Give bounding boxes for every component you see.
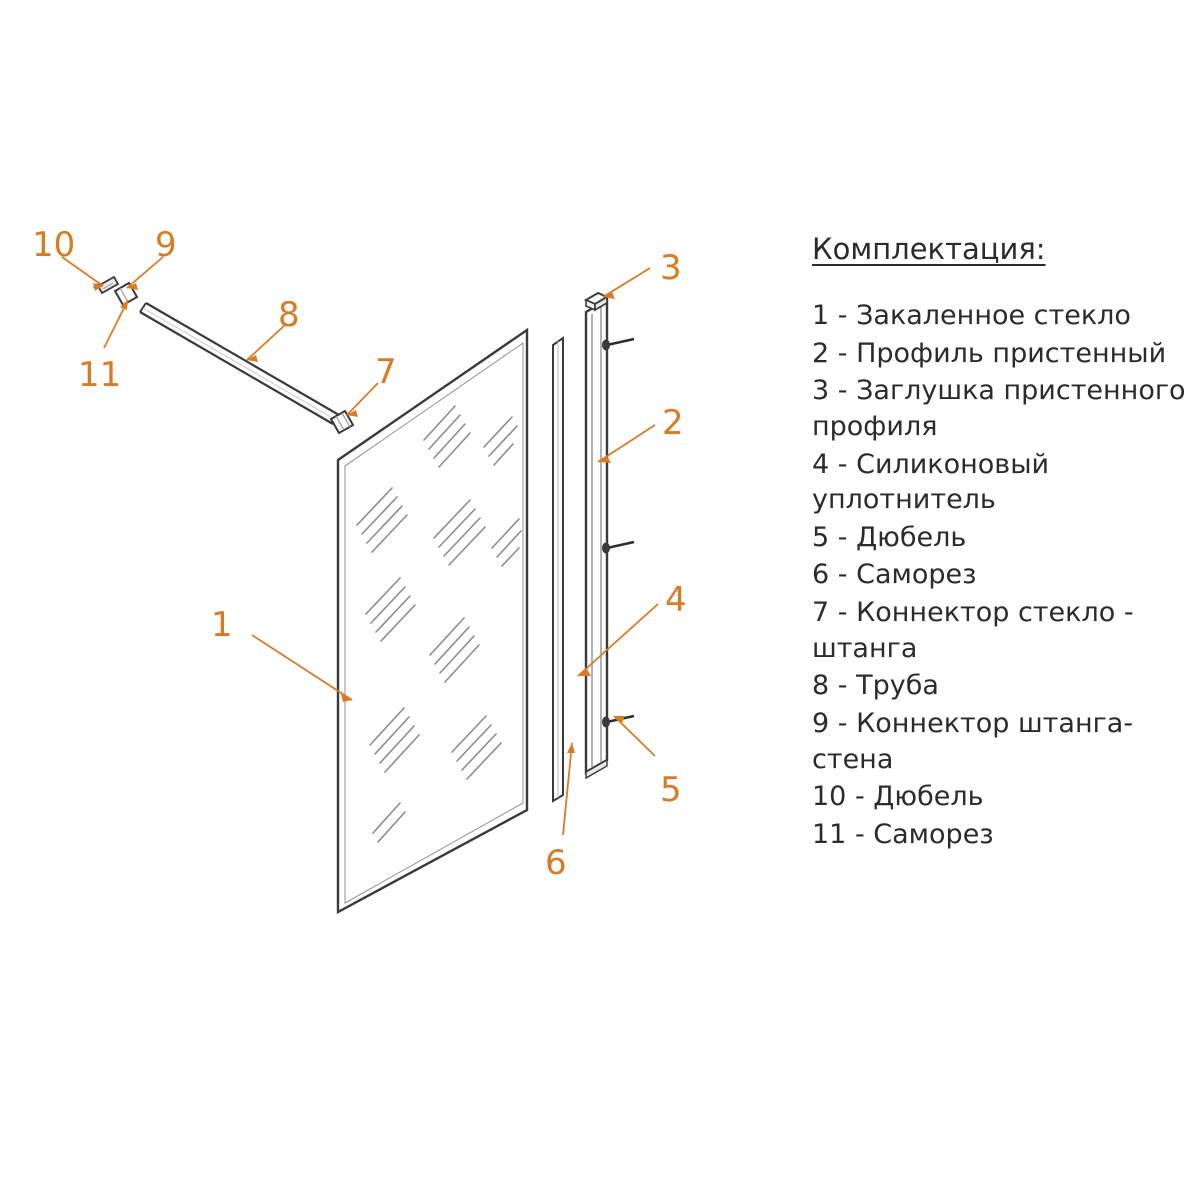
fastener-set-upper	[602, 339, 634, 351]
callout-10: 10	[32, 225, 76, 265]
callout-2: 2	[662, 403, 684, 443]
legend-item-list	[812, 298, 1192, 852]
glass-panel-shape	[338, 330, 527, 912]
callout-11: 11	[78, 355, 122, 395]
callout-5: 5	[660, 770, 682, 810]
legend-item: 4 - Силиконовый уплотнитель	[812, 448, 1050, 516]
callout-9: 9	[155, 225, 177, 265]
silicone-seal-strip	[553, 338, 563, 801]
callout-3: 3	[660, 248, 682, 288]
callout-6: 6	[545, 843, 567, 883]
legend-item: 8 - Труба	[812, 670, 939, 702]
wall-profile-shape	[586, 300, 607, 778]
callout-7: 7	[375, 352, 397, 392]
callout-1: 1	[211, 605, 233, 645]
legend-item: 7 - Коннектор стекло - штанга	[812, 597, 1134, 664]
callout-8: 8	[278, 295, 300, 335]
legend-item: 5 - Дюбель	[812, 521, 967, 553]
legend-item: 9 - Коннектор штанга-стена	[812, 707, 1134, 775]
support-bar-assembly	[94, 277, 353, 433]
legend-item: 11 - Саморез	[812, 818, 994, 850]
legend-item: 6 - Саморез	[812, 559, 977, 591]
legend-item: 10 - Дюбель	[812, 781, 984, 813]
legend-title: Комплектация:	[812, 232, 1046, 266]
legend-item: 3 - Заглушка пристенного профиля	[812, 375, 1186, 442]
legend-item: 1 - Закаленное стекло	[812, 300, 1131, 331]
callout-4: 4	[665, 580, 687, 620]
fastener-set-middle	[602, 542, 634, 554]
legend-item: 2 - Профиль пристенный	[812, 337, 1167, 369]
parts-legend	[812, 232, 1192, 854]
